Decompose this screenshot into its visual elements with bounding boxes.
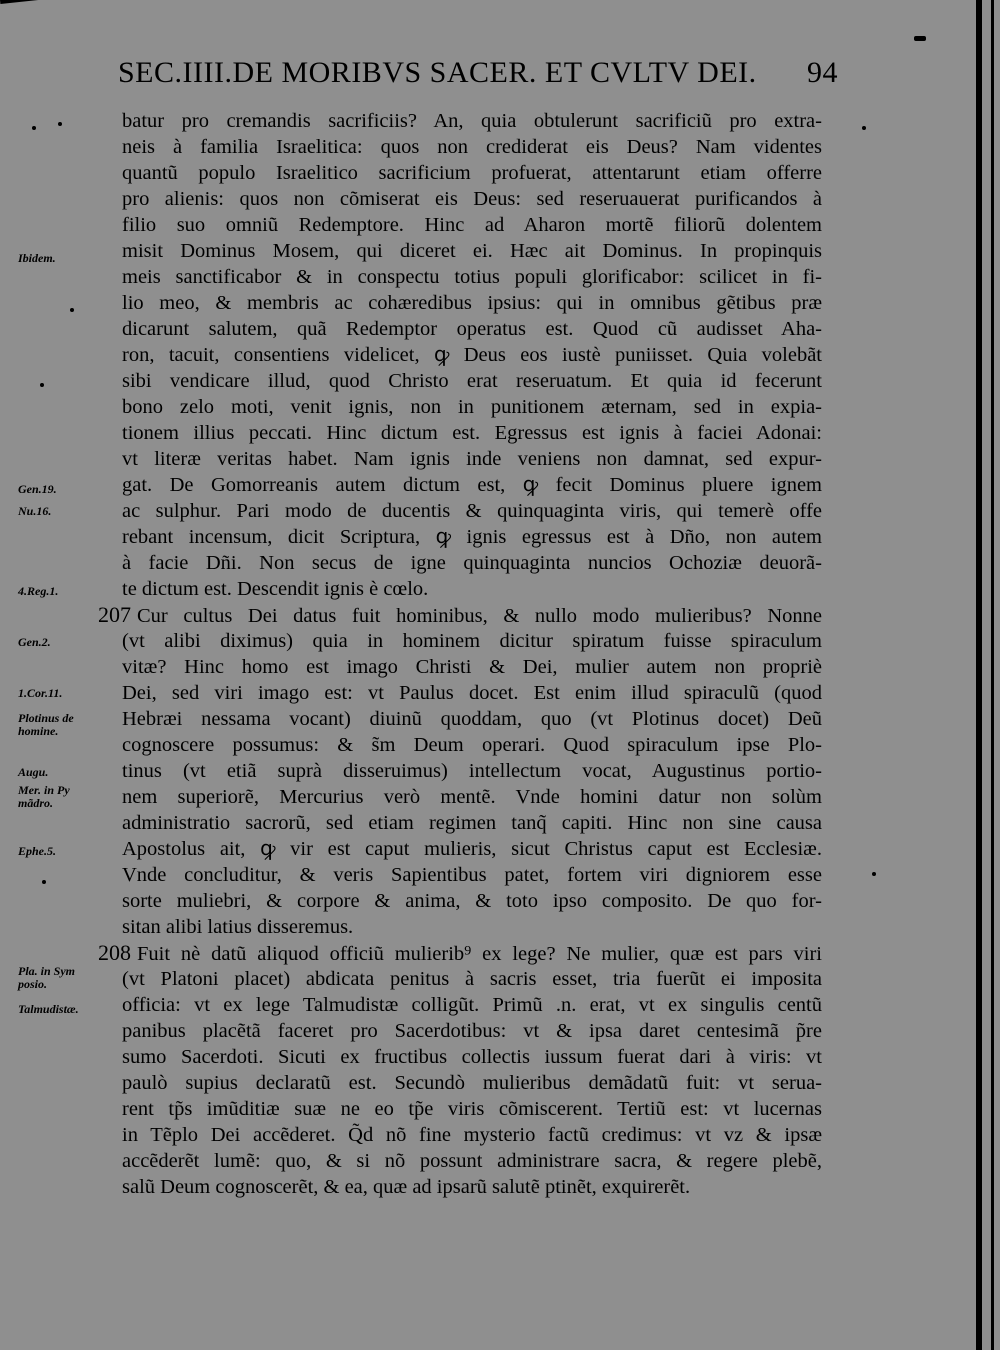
text-line: ron, tacuit, consentiens videlicet, ꝙ Deus eos iustè puniisset. Quia volebãt <box>122 344 822 366</box>
text-line: vt literæ veritas habet. Nam ignis inde veniens non damnat, sed expur- <box>122 448 822 470</box>
ink-speck <box>42 880 46 884</box>
section-text: Fuit nè datũ aliquod officiũ mulierib⁹ ex lege? Ne mulier, quæ est pars viri <box>137 943 822 965</box>
text-line: sibi vendicare illud, quod Christo erat reseruatum. Et quia id fecerunt <box>122 370 822 392</box>
margin-note: Plotinus de homine. <box>18 711 74 738</box>
text-line: rent tp̃s imũditiæ suæ ne eo tp̃e viris cõmiscerent. Tertiũ est: vt lucernas <box>122 1098 822 1120</box>
running-title: SEC.IIII.DE MORIBVS SACER. ET CVLTV DEI. <box>118 56 757 89</box>
margin-note: 1.Cor.11. <box>18 686 63 700</box>
ink-speck <box>70 308 74 312</box>
margin-note: Gen.19. <box>18 482 57 496</box>
section-207-first-line <box>98 602 822 628</box>
text-line: dicarunt salutem, quã Redemptor operatus est. Quod cũ audisset Aha- <box>122 318 822 340</box>
ink-speck <box>862 126 866 130</box>
text-line: rebant incensum, dicit Scriptura, ꝙ ignis egressus est à Dño, non autem <box>122 526 822 548</box>
text-line: te dictum est. Descendit ignis è cœlo. <box>122 578 429 600</box>
margin-note: Augu. <box>18 765 49 779</box>
margin-note: 4.Reg.1. <box>18 584 59 598</box>
text-line: ac sulphur. Pari modo de ducentis & quinquaginta viris, qui temerè offe <box>122 500 822 522</box>
text-line: Dei, sed viri imago est: vt Paulus docet. Est enim illud spiraculũ (quod <box>122 682 822 704</box>
margin-note: Gen.2. <box>18 635 51 649</box>
text-line: tinus (vt etiã suprà disseruimus) intellectum vocat, Augustinus portio- <box>122 760 822 782</box>
margin-note: Mer. in Py mãdro. <box>18 783 70 810</box>
running-header <box>118 56 838 90</box>
ink-speck <box>58 122 62 126</box>
text-line: Hebræi nessama vocant) diuinũ quoddam, quo (vt Plotinus docet) Deũ <box>122 708 822 730</box>
page-edge-line <box>991 0 994 1350</box>
text-line: vitæ? Hinc homo est imago Christi & Dei, mulier autem non propriè <box>122 656 822 678</box>
text-line: bono zelo moti, venit ignis, non in punitionem æternam, sed in expia- <box>122 396 822 418</box>
ink-speck <box>872 872 876 876</box>
margin-note: Ibidem. <box>18 251 56 265</box>
page-edge-shadow <box>976 0 982 1350</box>
text-line: filio suo omniũ Redemptore. Hinc ad Aharon mortẽ filiorũ dolentem <box>122 214 822 236</box>
margin-note: Ephe.5. <box>18 844 57 858</box>
top-left-rule <box>0 0 60 4</box>
text-line: sumo Sacerdoti. Sicuti ex fructibus collectis iussum fuerat dari à viris: vt <box>122 1046 822 1068</box>
text-line: sitan alibi latius disseremus. <box>122 916 354 938</box>
text-line: Vnde concluditur, & veris Sapientibus patet, fortem viri digniorem esse <box>122 864 822 886</box>
page-number: 94 <box>807 56 838 89</box>
text-line: administratio sacrorũ, sed etiam regimen tanq̃ capiti. Hinc non sine causa <box>122 812 822 834</box>
section-text: Cur cultus Dei datus fuit hominibus, & nullo modo mulieribus? Nonne <box>137 605 822 627</box>
section-208-first-line <box>98 940 822 966</box>
ink-speck <box>40 383 44 387</box>
text-line: salũ Deum cognoscerẽt, & ea, quæ ad ipsarũ salutẽ ptinẽt, exquirerẽt. <box>122 1176 691 1198</box>
margin-note: Pla. in Sym posio. <box>18 964 76 991</box>
text-line: in Tẽplo Dei accẽderet. Q̃d nõ fine mysterio factũ credimus: vt vz & ipsæ <box>122 1124 822 1146</box>
text-line: paulò supius declaratũ est. Secundò mulieribus demãdatũ fuit: vt serua- <box>122 1072 822 1094</box>
text-line: meis sanctificabor & in conspectu totius populi glorificabor: scilicet in fi- <box>122 266 822 288</box>
text-line: à facie Dñi. Non secus de igne quinquaginta nuncios Ochoziæ deuorã- <box>122 552 822 574</box>
text-line: sorte muliebri, & corpore & anima, & toto ipso composito. De quo for- <box>122 890 822 912</box>
text-line: nem superiorẽ, Mercurius verò mentẽ. Vnde homini datur non solùm <box>122 786 822 808</box>
text-line: pro alienis: quos non cõmiserat eis Deus: sed reseruauerat purificandos à <box>122 188 822 210</box>
text-line: batur pro cremandis sacrificiis? An, quia obtulerunt sacrificiũ pro extra- <box>122 110 822 132</box>
text-line: neis à familia Israelitica: quos non crediderat eis Deus? Nam videntes <box>122 136 822 158</box>
text-line: misit Dominus Mosem, qui diceret ei. Hæc ait Dominus. In propinquis <box>122 240 822 262</box>
text-line: (vt Platoni placet) abdicata penitus à sacris esset, tria fuerũt ei imposita <box>122 968 822 990</box>
text-line: gat. De Gomorreanis autem dictum est, ꝙ fecit Dominus pluere ignem <box>122 474 822 496</box>
text-line: lio meo, & membris ac cohæredibus ipsius: qui in omnibus gẽtibus præ <box>122 292 822 314</box>
text-line: cognoscere possumus: & s̃m Deum operari. Quod spiraculum ipse Plo- <box>122 734 822 756</box>
ink-speck <box>32 126 36 130</box>
text-line: accẽderẽt lumẽ: quo, & si nõ possunt administrare sacra, & regere plebẽ, <box>122 1150 822 1172</box>
text-line: quantũ populo Israelitico sacrificium profuerat, attentarunt etiam offerre <box>122 162 822 184</box>
text-line: officia: vt ex lege Talmudistæ colligũt. Primũ .n. erat, vt ex singulis centũ <box>122 994 822 1016</box>
section-number: 208 <box>98 940 131 965</box>
text-line: (vt alibi diximus) quia in hominem dicitur spiratum fuisse spiraculum <box>122 630 822 652</box>
margin-note: Nu.16. <box>18 504 52 518</box>
text-line: tionem illius peccati. Hinc dictum est. Egressus est ignis à faciei Adonai: <box>122 422 822 444</box>
ink-speck <box>914 36 926 41</box>
section-number: 207 <box>98 602 131 627</box>
text-line: Apostolus ait, ꝙ vir est caput mulieris, sicut Christus caput est Ecclesiæ. <box>122 838 822 860</box>
text-line: panibus placẽtã faceret pro Sacerdotibus: vt & ipsa daret centesimã p̃re <box>122 1020 822 1042</box>
margin-note: Talmudistæ. <box>18 1002 79 1016</box>
